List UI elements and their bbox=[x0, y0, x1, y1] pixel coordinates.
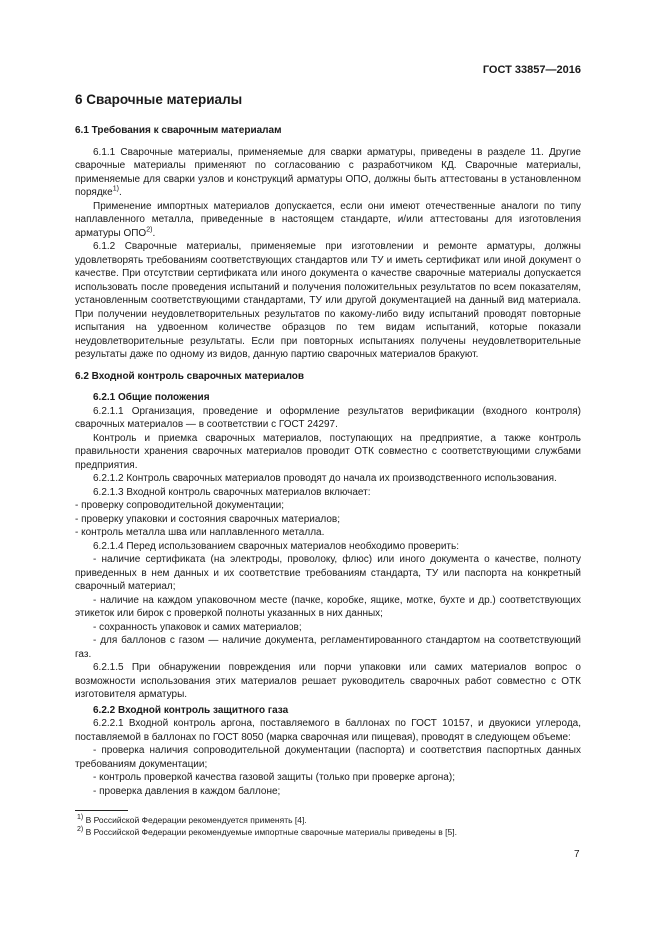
list-item: - для баллонов с газом — наличие документа, регламентированного стандартом на соответствующий газ. bbox=[75, 635, 581, 660]
list-item: - контроль металла шва или наплавленного металла. bbox=[75, 527, 325, 538]
footnote-1: $^{1)}$ В Российской Федерации рекомендуется применять [4]. bbox=[77, 814, 307, 825]
list-item: - сохранность упаковок и самих материалов; bbox=[93, 621, 302, 633]
standard-header: ГОСТ 33857—2016 bbox=[482, 64, 581, 76]
paragraph-6-1-2: 6.1.2 Сварочные материалы, применяемые при изготовлении и ремонте арматуры, должны удовлетворять требованиям соответствующих стандартов или ТУ и иметь сертификат или иной документ о качестве. При отсутствии сертификата или иного документа о качестве сварочные материалы допускается использовать после проведения испытаний и получения положительных результатов по всем показателям, установленным соответствующими стандартами, ТУ или другой документацией на данный вид материала. При получении неудовлетворительных результатов по какому-либо виду испытаний проводят повторные испытания на удвоенном количестве образцов по тем видам испытаний, которые показали неудовлетворительные результаты. Если при повторных испытаниях получены неудовлетворительные результаты даже по одному из видов, данную партию сварочных материалов бракуют. bbox=[75, 241, 581, 360]
paragraph-imports: Применение импортных материалов допускается, если они имеют отечественные аналоги по типу наплавленного металла, приведенные в настоящем стандарте, и/или аттестованы для изготовления арматуры ОПО$^{2)}$. bbox=[75, 200, 581, 239]
list-item: - контроль проверкой качества газовой защиты (только при проверке аргона); bbox=[93, 772, 455, 783]
paragraph-6-2-2-1: 6.2.2.1 Входной контроль аргона, поставляемого в баллонах по ГОСТ 10157, и двуокиси углерода, поставляемой в баллонах по ГОСТ 8050 (марка сварочная или пищевая), проводят в следующем объеме: bbox=[75, 718, 581, 743]
list-item: - проверка давления в каждом баллоне; bbox=[93, 785, 281, 797]
paragraph-6-2-1-1: 6.2.1.1 Организация, проведение и оформление результатов верификации (входного контроля) сварочных материалов — в соответствии с ГОСТ 24297. bbox=[75, 405, 581, 430]
footnote-divider bbox=[75, 810, 128, 811]
paragraph-6-2-1-5: 6.2.1.5 При обнаружении повреждения или порчи упаковки или самих материалов вопрос о возможности использования этих материалов решает руководитель сварочных работ совместно с ОТК изготовителя арматуры. bbox=[75, 662, 581, 700]
subsection-6-2-1-title: 6.2.1 Общие положения bbox=[93, 392, 210, 403]
list-item: - проверку упаковки и состояния сварочных материалов; bbox=[75, 513, 341, 525]
paragraph-6-2-1-2: 6.2.1.2 Контроль сварочных материалов проводят до начала их производственного использования. bbox=[93, 473, 557, 484]
subsection-6-2-title: 6.2 Входной контроль сварочных материалов bbox=[75, 370, 305, 382]
paragraph-6-1-1: 6.1.1 Сварочные материалы, применяемые для сварки арматуры, приведены в разделе 11. Другие сварочные материалы применяют по согласованию с разработчиком КД. Сварочные материалы, применяемые для сварки узлов и конструкций арматуры ОПО, должны быть аттестованы в установленном порядке$^{1)}$. bbox=[75, 146, 581, 198]
paragraph-control: Контроль и приемка сварочных материалов, поступающих на предприятие, а также контроль правильности хранения сварочных материалов проводит ОТК совместно с соответствующими службами предприятия. bbox=[75, 432, 581, 471]
list-item: - проверку сопроводительной документации; bbox=[75, 500, 285, 511]
section-title: 6 Сварочные материалы bbox=[75, 92, 243, 107]
footnote-ref-1: 1) bbox=[112, 185, 119, 193]
subsection-6-1-title: 6.1 Требования к сварочным материалам bbox=[75, 125, 282, 136]
paragraph-6-2-1-4: 6.2.1.4 Перед использованием сварочных материалов необходимо проверить: bbox=[93, 540, 459, 552]
paragraph-6-2-1-3: 6.2.1.3 Входной контроль сварочных материалов включает: bbox=[93, 486, 371, 498]
subsection-6-2-2-title: 6.2.2 Входной контроль защитного газа bbox=[93, 704, 289, 716]
footnote-2: $^{2)}$ В Российской Федерации рекомендуемые импортные сварочные материалы приведены в [5]. bbox=[77, 826, 457, 837]
list-item: - наличие сертификата (на электроды, проволоку, флюс) или иного документа о качестве, полноту приведенных в нем данных и их соответствие требованиям стандарта, ТУ или паспорта на конкретный сварочный материал; bbox=[75, 554, 581, 592]
list-item: - проверка наличия сопроводительной документации (паспорта) и соответствия паспортных данных требованиям документации; bbox=[75, 745, 581, 770]
document-body bbox=[75, 92, 581, 798]
footnote-ref-2: 2) bbox=[146, 226, 153, 234]
page-number: 7 bbox=[574, 849, 580, 860]
list-item: - наличие на каждом упаковочном месте (пачке, коробке, ящике, мотке, бухте и др.) соответствующих этикеток или бирок с проверкой полноты указанных в них данных; bbox=[75, 594, 581, 619]
